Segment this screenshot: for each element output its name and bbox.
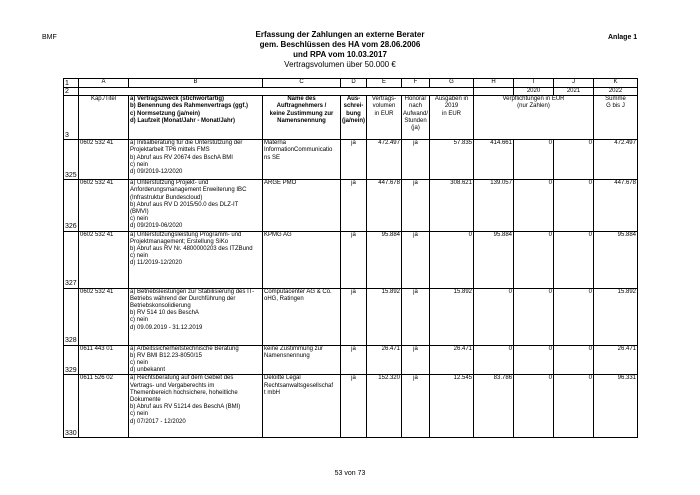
title-line-2: gem. Beschlüssen des HA vom 28.06.2006	[259, 40, 421, 49]
title-subtitle: Vertragsvolumen über 50.000 €	[284, 60, 396, 69]
head-ausschreibung: Aus- schrei- bung (ja/nein)	[341, 96, 367, 140]
col-letter-h: H	[474, 79, 514, 88]
vertragsvolumen: 15.892	[367, 288, 402, 345]
verpflichtung-2020: 95.884	[474, 231, 514, 288]
contract-description: a) Arbeitssicherheitstechnische Beratung b) RV BMI B12.23-8050/15 c) nein d) unbekannt	[129, 345, 263, 375]
col-letter-i: I	[514, 79, 554, 88]
contract-description: a) Unterstützung Projekt- und Anforderungsmanagement Erweiterung IBC (Infrastruktur Bundescloud) b) Abruf aus RV D 2015/50.0 des DLZ-IT (BMVI) c) nein d) 09/2019-06/2020	[129, 180, 263, 231]
row-number: 2	[64, 88, 79, 96]
kap-titel: 0602 532 41	[79, 140, 129, 180]
verpflichtung-2020: 83.786	[474, 375, 514, 438]
year-2022: 2022	[594, 88, 638, 96]
kap-titel: 0611 526 02	[79, 375, 129, 438]
col-letter-a: A	[79, 79, 129, 88]
col-letter-b: B	[129, 79, 263, 88]
ausgaben-2019: 15.892	[430, 288, 474, 345]
row-number: 328	[64, 288, 79, 345]
summe: 95.884	[594, 231, 638, 288]
verpflichtung-2020: 0	[474, 288, 514, 345]
year-row	[64, 88, 638, 96]
annex-label: Anlage 1	[608, 34, 638, 41]
page-number: 53 von 73	[334, 470, 366, 477]
table-row	[64, 288, 638, 345]
verpflichtung-2021: 0	[514, 231, 554, 288]
ausschreibung: ja	[341, 375, 367, 438]
vertragsvolumen: 472.497	[367, 140, 402, 180]
vertragsvolumen: 152.320	[367, 375, 402, 438]
head-honorar: Honorar nach Aufwand/ Stunden (ja)	[402, 96, 430, 140]
row-number: 1	[64, 79, 79, 88]
kap-titel: 0602 532 41	[79, 288, 129, 345]
head-vertragsvolumen: Vertrags- volumen in EUR	[367, 96, 402, 140]
row-number: 326	[64, 180, 79, 231]
contract-description: a) Initialberatung für die Unterstützung der Projektarbeit TP6 mittels FMS b) Abruf aus RV 20674 des BschA BMI c) nein d) 09/2019-12/2020	[129, 140, 263, 180]
head-summe: Summe G bis J	[594, 96, 638, 140]
title-line-3: und RPA vom 10.03.2017	[293, 50, 387, 59]
verpflichtung-2022: 0	[554, 345, 594, 375]
honorar-flag: ja	[402, 180, 430, 231]
ausschreibung: ja	[341, 140, 367, 180]
ausschreibung: ja	[341, 180, 367, 231]
ausschreibung: ja	[341, 288, 367, 345]
contractor-name: Deloitte Legal Rechtsanwaltsgesellschaf t mbH	[263, 375, 341, 438]
honorar-flag: ja	[402, 375, 430, 438]
kap-titel: 0602 532 41	[79, 180, 129, 231]
table-row	[64, 375, 638, 438]
table-row	[64, 231, 638, 288]
verpflichtung-2021: 0	[514, 140, 554, 180]
ausgaben-2019: 12.545	[430, 375, 474, 438]
vertragsvolumen: 95.884	[367, 231, 402, 288]
year-2020: 2020	[514, 88, 554, 96]
verpflichtung-2021: 0	[514, 288, 554, 345]
contract-description: a) Rechtsberatung auf dem Gebiet des Vertrags- und Vergaberechts im Themenbereich hochsichere, hoheitliche Dokumente b) Abruf aus RV 51214 des BeschA (BMI) c) nein d) 07/2017 - 12/2020	[129, 375, 263, 438]
ausgaben-2019: 308.621	[430, 180, 474, 231]
payments-table	[63, 78, 638, 438]
verpflichtung-2022: 0	[554, 231, 594, 288]
verpflichtung-2022: 0	[554, 375, 594, 438]
kap-titel: 0611 443 01	[79, 345, 129, 375]
col-letter-k: K	[594, 79, 638, 88]
ausschreibung: ja	[341, 345, 367, 375]
col-letter-c: C	[263, 79, 341, 88]
document-title	[210, 30, 470, 70]
col-letter-d: D	[341, 79, 367, 88]
summe: 26.471	[594, 345, 638, 375]
col-letter-f: F	[402, 79, 430, 88]
table-row	[64, 180, 638, 231]
vertragsvolumen: 447.678	[367, 180, 402, 231]
contract-description: a) Unterstützungsleistung Programm- und Projektmanagement; Erstellung SiKo b) Abruf aus RV Nr. 4800000203 des ITZBund c) nein d) 11/2019-12/2020	[129, 231, 263, 288]
verpflichtung-2021: 0	[514, 375, 554, 438]
title-line-1: Erfassung der Zahlungen an externe Berater	[255, 30, 425, 39]
row-number: 330	[64, 375, 79, 438]
contractor-name: keine Zustimmung zur Namensnennung	[263, 345, 341, 375]
contractor-name: Computacenter AG & Co. oHG, Ratingen	[263, 288, 341, 345]
verpflichtung-2020: 414.661	[474, 140, 514, 180]
letter-row	[64, 79, 638, 88]
summe: 447.678	[594, 180, 638, 231]
col-letter-e: E	[367, 79, 402, 88]
verpflichtung-2022: 0	[554, 180, 594, 231]
verpflichtung-2021: 0	[514, 180, 554, 231]
summe: 15.892	[594, 288, 638, 345]
kap-titel: 0602 532 41	[79, 231, 129, 288]
head-auftragnehmer: Name des Auftragnehmers / keine Zustimmung zur Namensnennung	[263, 96, 341, 140]
summe: 472.497	[594, 140, 638, 180]
ministry-label: BMF	[42, 34, 57, 41]
contractor-name: ARGE PMO	[263, 180, 341, 231]
ausgaben-2019: 26.471	[430, 345, 474, 375]
head-kap-titel: Kap./Titel	[79, 96, 129, 140]
honorar-flag: ja	[402, 288, 430, 345]
summe: 96.331	[594, 375, 638, 438]
ausgaben-2019: 57.835	[430, 140, 474, 180]
table-row	[64, 345, 638, 375]
contractor-name: Materna InformationCommunicatio ns SE	[263, 140, 341, 180]
row-number: 3	[64, 96, 79, 140]
row-number: 327	[64, 231, 79, 288]
honorar-flag: ja	[402, 231, 430, 288]
ausgaben-2019: 0	[430, 231, 474, 288]
honorar-flag: ja	[402, 345, 430, 375]
head-vertragszweck: a) Vertragszweck (stichwortartig) b) Benennung des Rahmenvertrags (ggf.) c) Normsetzung (ja/nein) d) Laufzeit (Monat/Jahr - Monat/Jahr)	[129, 96, 263, 140]
contract-description: a) Betriebsleistungen zur Stabilisierung des IT- Betriebs während der Durchführung der Betriebskonsolidierung b) RV 514 10 des BeschA c) nein d) 09.09.2019 - 31.12.2019	[129, 288, 263, 345]
verpflichtung-2022: 0	[554, 140, 594, 180]
row-number: 329	[64, 345, 79, 375]
verpflichtung-2020: 0	[474, 345, 514, 375]
col-letter-j: J	[554, 79, 594, 88]
verpflichtung-2020: 139.057	[474, 180, 514, 231]
verpflichtung-2021: 0	[514, 345, 554, 375]
honorar-flag: ja	[402, 140, 430, 180]
ausschreibung: ja	[341, 231, 367, 288]
row-number: 325	[64, 140, 79, 180]
contractor-name: KPMG AG	[263, 231, 341, 288]
header-row	[64, 96, 638, 140]
verpflichtung-2022: 0	[554, 288, 594, 345]
year-2021: 2021	[554, 88, 594, 96]
head-verpflichtungen: Verpflichtungen in EUR (nur Zahlen)	[474, 96, 594, 140]
vertragsvolumen: 26.471	[367, 345, 402, 375]
head-ausgaben-2019: Ausgaben in 2019 in EUR	[430, 96, 474, 140]
table-row	[64, 140, 638, 180]
col-letter-g: G	[430, 79, 474, 88]
